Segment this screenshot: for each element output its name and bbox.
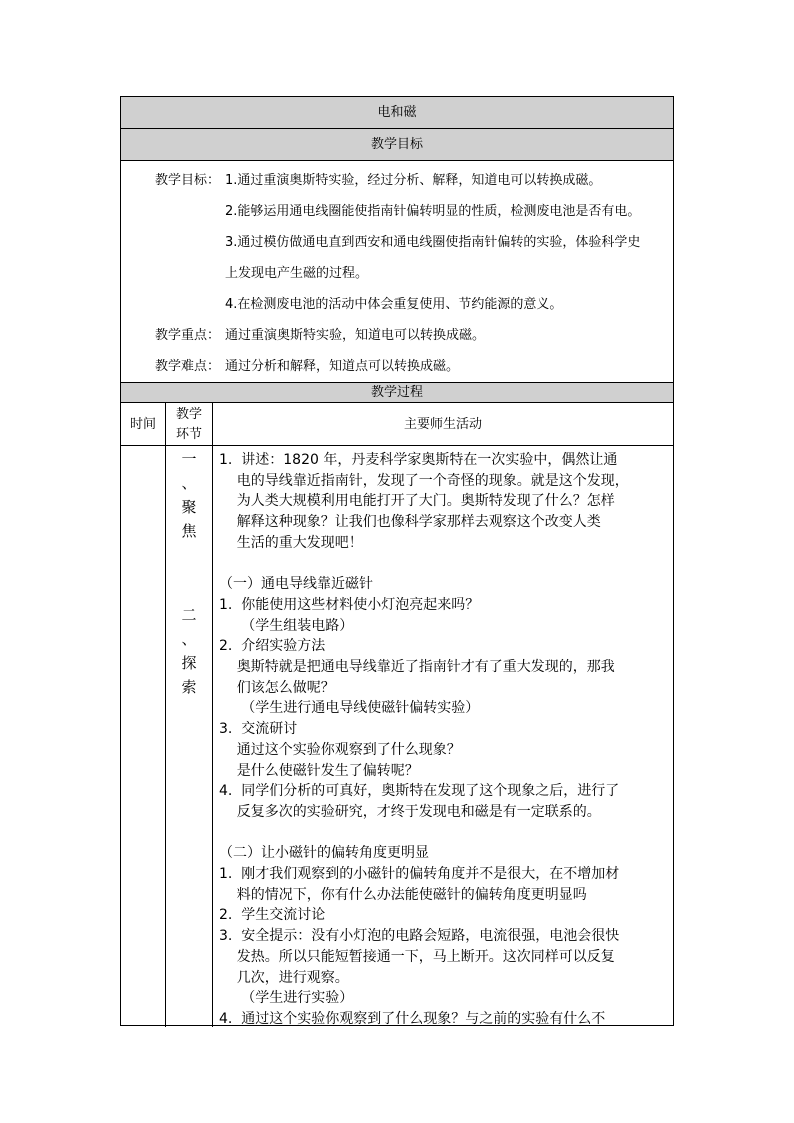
activity-line: （二）让小磁针的偏转角度更明显 [219, 845, 429, 862]
stage-char: 聚 [181, 498, 197, 516]
key-point-text: 通过重演奥斯特实验，知道电可以转换成磁。 [225, 328, 486, 343]
goal-item: 3.通过模仿做通电直到西安和通电线圈使指南针偏转的实验，体验科学史 [225, 235, 641, 250]
activity-line: 2. 学生交流讨论 [219, 907, 326, 924]
activity-line: （学生进行实验） [219, 990, 354, 1007]
column-divider [212, 403, 213, 1027]
activity-line: 解释这种现象？让我们也像科学家那样去观察这个改变人类 [219, 514, 601, 531]
stage-char: 索 [181, 678, 197, 696]
stage-explore [171, 603, 207, 699]
difficulty-text: 通过分析和解释，知道点可以转换成磁。 [225, 359, 460, 374]
key-point-label: 教学重点： [155, 328, 221, 343]
stage-char: 、 [181, 474, 197, 492]
stage-char: 、 [181, 630, 197, 648]
activity-line: 是什么使磁针发生了偏转呢？ [219, 762, 419, 779]
activity-line: 们该怎么做呢？ [219, 679, 335, 696]
header-divider [121, 445, 673, 446]
activity-line: 1. 刚才我们观察到的小磁针的偏转角度并不是很大，在不增加材 [219, 866, 620, 882]
column-divider [165, 403, 166, 1027]
activity-line: 发热。所以只能短暂接通一下，马上断开。这次同样可以反复 [219, 948, 615, 965]
goals-label: 教学目标： [155, 173, 221, 188]
stage-char: 二 [181, 606, 197, 624]
activity-line: （一）通电导线靠近磁针 [219, 576, 373, 593]
stage-char: 探 [181, 654, 197, 672]
activity-line: 电的导线靠近指南针，发现了一个奇怪的现象。就是这个发现， [219, 472, 629, 489]
activity-line: （学生进行通电导线使磁针偏转实验） [219, 700, 480, 717]
activity-line: 反复多次的实验研究，才终于发现电和磁是有一定联系的。 [219, 803, 601, 820]
activity-line: 4. 通过这个实验你观察到了什么现象？与之前的实验有什么不 [219, 1010, 606, 1027]
activity-line: 料的情况下，你有什么办法能使磁针的偏转角度更明显吗 [219, 886, 587, 903]
goal-item: 上发现电产生磁的过程。 [225, 266, 369, 281]
activity-line: 几次，进行观察。 [219, 969, 349, 986]
goals-block [121, 161, 673, 383]
activity-line: 3. 交流研讨 [219, 721, 298, 738]
activity-line: 2. 介绍实验方法 [219, 638, 326, 655]
difficulty-label: 教学难点： [155, 359, 221, 374]
activity-line: 奥斯特就是把通电导线靠近了指南针才有了重大发现的，那我 [219, 659, 615, 675]
column-stage-line2: 环节 [175, 427, 202, 442]
column-time: 时间 [129, 417, 156, 432]
activity-line: 生活的重大发现吧！ [219, 534, 363, 551]
section-process-header: 教学过程 [121, 383, 673, 403]
table-title: 电和磁 [121, 97, 673, 129]
column-stage [166, 403, 212, 447]
activity-line: 通过这个实验你观察到了什么现象？ [219, 741, 461, 758]
column-stage-line1: 教学 [175, 407, 202, 422]
column-activity: 主要师生活动 [403, 417, 482, 432]
activity-line: 1. 你能使用这些材料使小灯泡亮起来吗？ [219, 596, 480, 613]
activity-line: 4. 同学们分析的可真好，奥斯特在发现了这个现象之后，进行了 [219, 783, 620, 800]
goal-item: 2.能够运用通电线圈能使指南针偏转明显的性质，检测废电池是否有电。 [225, 204, 641, 219]
lesson-plan-table [120, 96, 674, 1026]
activity-line: 3. 安全提示：没有小灯泡的电路会短路，电流很强，电池会很快 [219, 928, 620, 945]
goal-item: 4.在检测废电池的活动中体会重复使用、节约能源的意义。 [225, 297, 563, 312]
activity-line: 1. 讲述：1820 年，丹麦科学家奥斯特在一次实验中，偶然让通 [219, 452, 618, 468]
section-goals-header: 教学目标 [121, 129, 673, 161]
activity-line: （学生组装电路） [219, 617, 354, 634]
stage-char: 焦 [181, 522, 197, 540]
activity-line: 为人类大规模利用电能打开了大门。奥斯特发现了什么？怎样 [219, 493, 615, 510]
goal-item: 1.通过重演奥斯特实验，经过分析、解释，知道电可以转换成磁。 [225, 173, 602, 188]
stage-focus [171, 447, 207, 543]
stage-char: 一 [181, 450, 197, 468]
